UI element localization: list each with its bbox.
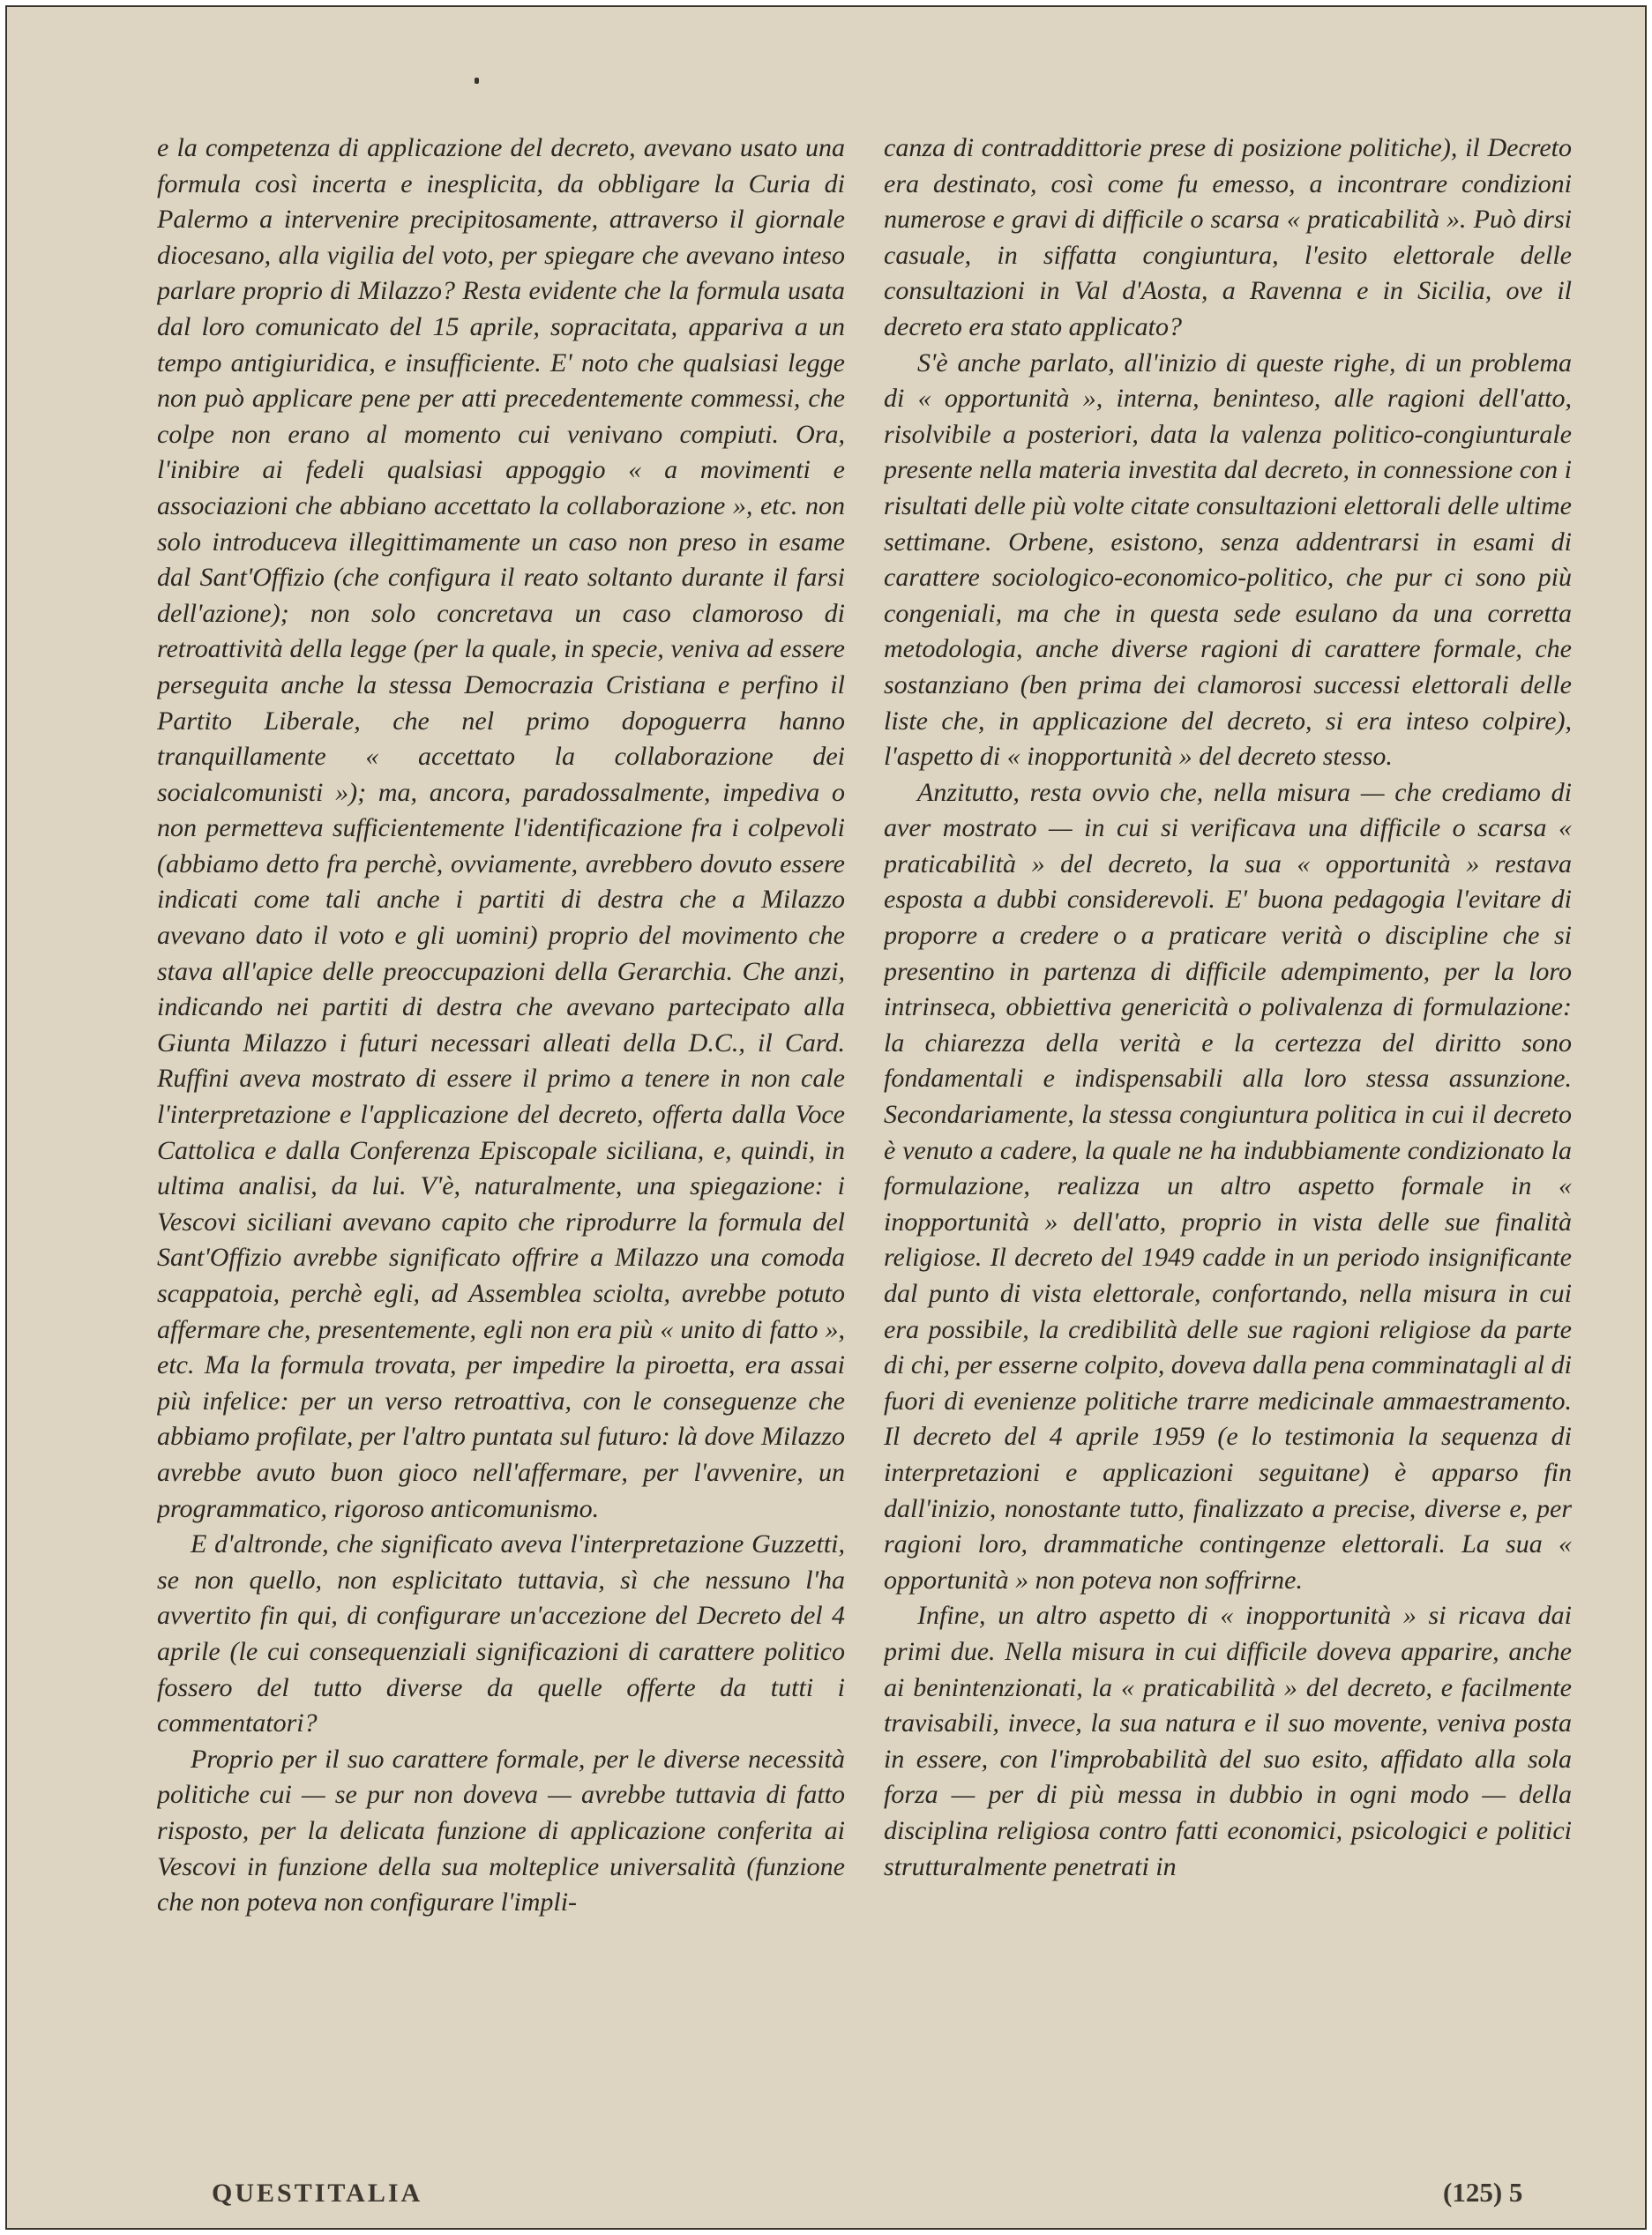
left-column (157, 131, 845, 2097)
paragraph: Proprio per il suo carattere formale, per le diverse necessità politiche cui — se pur non doveva — avrebbe tuttavia di fatto risposto, per la delicata funzione di applicazione conferita ai Vescovi in funzione della sua molteplice universalità (funzione che non poteva non configurare l'impli- (157, 1744, 845, 1917)
scanned-page (5, 5, 1647, 2230)
ink-speck (475, 78, 479, 84)
right-column (884, 131, 1572, 2097)
paragraph: canza di contraddittorie prese di posizione politiche), il Decreto era destinato, così come fu emesso, a incontrare condizioni numerose e gravi di difficile o scarsa « praticabilità ». Può dirsi casuale, in siffatta congiuntura, l'esito elettorale delle consultazioni in Val d'Aosta, a Ravenna e in Sicilia, ove il decreto era stato applicato? (884, 133, 1572, 341)
paragraph: E d'altronde, che significato aveva l'interpretazione Guzzetti, se non quello, non esplicitato tuttavia, sì che nessuno l'ha avvertito fin qui, di configurare un'accezione del Decreto del 4 aprile (le cui consequenziali significazioni di carattere politico fossero del tutto diverse da quelle offerte da tutti i commentatori? (157, 1529, 845, 1738)
paragraph: Infine, un altro aspetto di « inopportunità » si ricava dai primi due. Nella misura in cui difficile doveva apparire, anche ai benintenzionati, la « praticabilità » del decreto, e facilmente travisabili, invece, la sua natura e il suo movente, veniva posta in essere, con l'improbabilità del suo esito, affidato alla sola forza — per di più messa in dubbio in ogni modo — della disciplina religiosa contro fatti economici, psicologici e politici strutturalmente penetrati in (884, 1601, 1572, 1881)
paragraph: S'è anche parlato, all'inizio di queste righe, di un problema di « opportunità », interna, beninteso, alle ragioni dell'atto, risolvibile a posteriori, data la valenza politico-congiunturale presente nella materia investita dal decreto, in connessione con i risultati delle più volte citate consultazioni elettorali delle ultime settimane. Orbene, esistono, senza addentrarsi in esami di carattere sociologico-economico-politico, che pur ci sono più congeniali, ma che in questa sede esulano da una corretta metodologia, anche diverse ragioni di carattere formale, che sostanziano (ben prima dei clamorosi successi elettorali delle liste che, in applicazione del decreto, si era inteso colpire), l'aspetto di « inopportunità » del decreto stesso. (884, 348, 1572, 772)
page-number: (125) 5 (1443, 2177, 1523, 2208)
paragraph: Anzitutto, resta ovvio che, nella misura — che crediamo di aver mostrato — in cui si verificava una difficile o scarsa « praticabilità » del decreto, la sua « opportunità » restava esposta a dubbi considerevoli. E' buona pedagogia l'evitare di proporre a credere o a praticare verità o discipline che si presentino in partenza di difficile adempimento, per la loro intrinseca, obbiettiva genericità o polivalenza di formulazione: la chiarezza della verità e la certezza del diritto sono fondamentali e indispensabili alla loro stessa assunzione. Secondariamente, la stessa congiuntura politica in cui il decreto è venuto a cadere, la quale ne ha indubbiamente condizionato la formulazione, realizza un altro aspetto formale in « inopportunità » dell'atto, proprio in vista delle sue finalità religiose. Il decreto del 1949 cadde in un periodo insignificante dal punto di vista elettorale, confortando, nella misura in cui era possibile, la credibilità delle sue ragioni religiose da parte di chi, per esserne colpito, doveva dalla pena comminatagli al di fuori di evenienze politiche trarre medicinale ammaestramento. Il decreto del 4 aprile 1959 (e lo testimonia la sequenza di interpretazioni e applicazioni seguitane) è apparso fin dall'inizio, nonostante tutto, finalizzato a precise, diverse e, per ragioni loro, drammatiche contingenze elettorali. La sua « opportunità » non poteva non soffrirne. (884, 777, 1572, 1595)
journal-name: QUESTITALIA (212, 2179, 423, 2208)
paragraph: e la competenza di applicazione del decreto, avevano usato una formula così incerta e inesplicita, da obbligare la Curia di Palermo a intervenire precipitosamente, attraverso il giornale diocesano, alla vigilia del voto, per spiegare che avevano inteso parlare proprio di Milazzo? Resta evidente che la formula usata dal loro comunicato del 15 aprile, sopracitata, appariva a un tempo antigiuridica, e insufficiente. E' noto che qualsiasi legge non può applicare pene per atti precedentemente commessi, che colpe non erano al momento cui venivano compiuti. Ora, l'inibire ai fedeli qualsiasi appoggio « a movimenti e associazioni che abbiano accettato la collaborazione », etc. non solo introduceva illegittimamente un caso non preso in esame dal Sant'Offizio (che configura il reato soltanto durante il farsi dell'azione); non solo concretava un caso clamoroso di retroattività della legge (per la quale, in specie, veniva ad essere perseguita anche la stessa Democrazia Cristiana e perfino il Partito Liberale, che nel primo dopoguerra hanno tranquillamente « accettato la collaborazione dei socialcomunisti »); ma, ancora, paradossalmente, impediva o non permetteva sufficientemente l'identificazione fra i colpevoli (abbiamo detto fra perchè, ovviamente, avrebbero dovuto essere indicati come tali anche i partiti di destra che a Milazzo avevano dato il voto e gli uomini) proprio del movimento che stava all'apice delle preoccupazioni della Gerarchia. Che anzi, indicando nei partiti di destra che avevano partecipato alla Giunta Milazzo i futuri necessari alleati della D.C., il Card. Ruffini aveva mostrato di essere il primo a tenere in non cale l'interpretazione e l'applicazione del decreto, offerta dalla Voce Cattolica e dalla Conferenza Episcopale siciliana, e, quindi, in ultima analisi, da lui. V'è, naturalmente, una spiegazione: i Vescovi siciliani avevano capito che riprodurre la formula del Sant'Offizio avrebbe significato offrire a Milazzo una comoda scappatoia, perchè egli, ad Assemblea sciolta, avrebbe potuto affermare che, presentemente, egli non era più « unito di fatto », etc. Ma la formula trovata, per impedire la piroetta, era assai più infelice: per un verso retroattiva, con le conseguenze che abbiamo profilate, per l'altro puntata sul futuro: là dove Milazzo avrebbe avuto buon gioco nell'affermare, per l'avvenire, un programmatico, rigoroso anticomunismo. (157, 133, 845, 1523)
